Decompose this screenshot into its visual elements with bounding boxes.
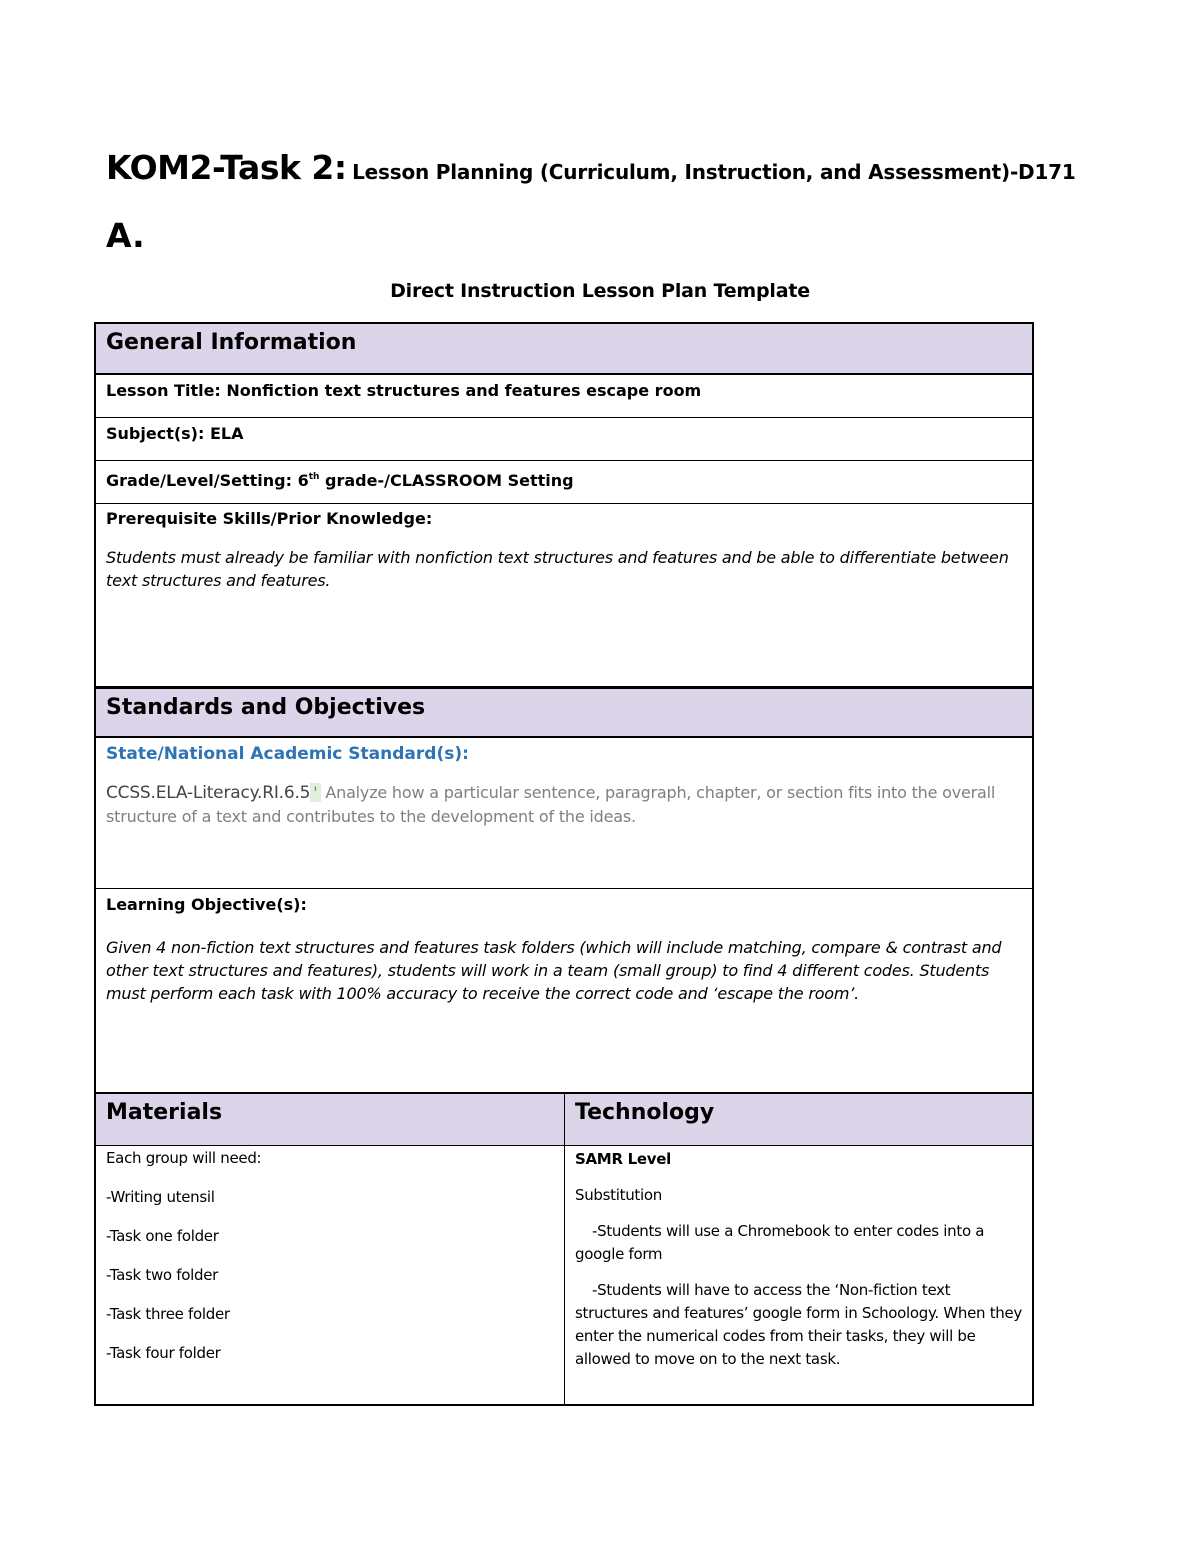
section-label: A. (106, 216, 145, 255)
materials-item: -Writing utensil (106, 1188, 215, 1206)
template-title: Direct Instruction Lesson Plan Template (390, 280, 810, 302)
prerequisite-label: Prerequisite Skills/Prior Knowledge: (106, 509, 433, 528)
standard-code: CCSS.ELA-Literacy.RI.6.5 (106, 783, 311, 803)
grade-level-setting-field (96, 461, 1032, 504)
grade-suffix: grade-/CLASSROOM Setting (319, 471, 574, 490)
materials-item: -Task three folder (106, 1305, 230, 1323)
grade-superscript: th (308, 472, 320, 482)
learning-objective-text: Given 4 non-fiction text structures and features task folders (which will include matching, compare & contrast and other text structures and features), students will work in a team (small group) to find 4 different codes. Students must perform each task with 100% accuracy to receive the correct code and ‘escape the room’. (106, 938, 1002, 1003)
general-information-header: General Information (96, 324, 1032, 375)
grade-prefix: Grade/Level/Setting: 6 (106, 471, 309, 490)
technology-content (565, 1146, 1032, 1404)
standards-objectives-header: Standards and Objectives (96, 687, 1032, 738)
technology-column (565, 1094, 1032, 1404)
materials-technology-row (96, 1094, 1032, 1404)
materials-item: -Task two folder (106, 1266, 219, 1284)
standard-text: Analyze how a particular sentence, paragraph, chapter, or section fits into the overall structure of a text and contributes to the development of the ideas. (106, 783, 996, 826)
academic-standard-label: State/National Academic Standard(s): (106, 744, 469, 764)
learning-objective-label: Learning Objective(s): (106, 895, 307, 914)
technology-paragraph: -Students will use a Chromebook to enter codes into a google form (575, 1222, 985, 1263)
standard-highlight-mark: ' (310, 783, 320, 802)
prerequisite-skills-cell (96, 504, 1032, 687)
document-title (106, 148, 1076, 187)
title-sub: Lesson Planning (Curriculum, Instruction, and Assessment)-D171 (352, 160, 1076, 184)
materials-item: -Task one folder (106, 1227, 219, 1245)
samr-level-value: Substitution (575, 1186, 662, 1204)
materials-item: -Task four folder (106, 1344, 221, 1362)
materials-column (96, 1094, 565, 1404)
subjects-field: Subject(s): ELA (96, 418, 1032, 461)
title-main: KOM2-Task 2: (106, 148, 347, 187)
materials-list (96, 1146, 564, 1404)
technology-header: Technology (565, 1094, 1032, 1146)
samr-level-label: SAMR Level (575, 1150, 671, 1168)
academic-standard-body (106, 781, 1022, 828)
materials-header: Materials (96, 1094, 564, 1146)
materials-item: Each group will need: (106, 1149, 262, 1167)
technology-paragraph: -Students will have to access the ‘Non-fiction text structures and features’ google form in Schoology. When they enter the numerical codes from their tasks, they will be allowed to move on to the next task. (575, 1281, 1023, 1368)
lesson-title-field: Lesson Title: Nonfiction text structures and features escape room (96, 375, 1032, 418)
prerequisite-text: Students must already be familiar with nonfiction text structures and features and be able to differentiate between text structures and features. (106, 548, 1009, 590)
learning-objective-cell (96, 889, 1032, 1094)
lesson-plan-table (94, 322, 1034, 1406)
academic-standard-cell (96, 738, 1032, 889)
